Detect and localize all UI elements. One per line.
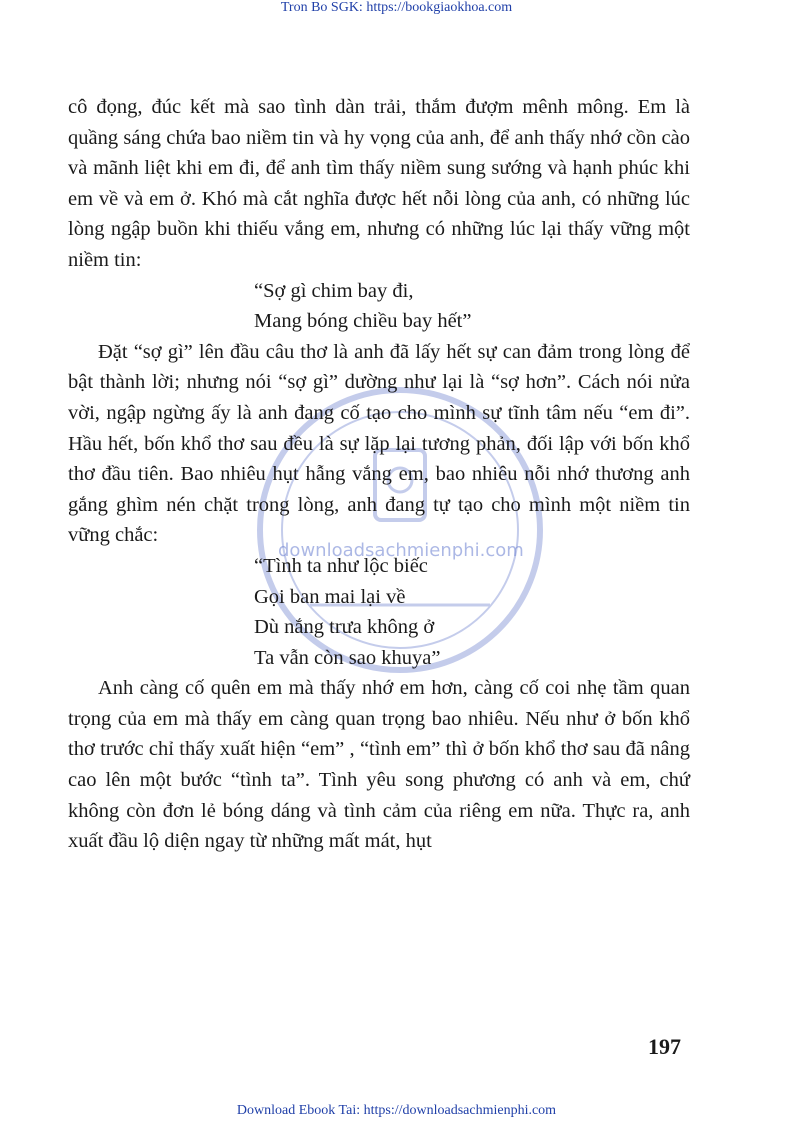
verse-line: “Tình ta như lộc biếc — [254, 554, 428, 577]
verse-block-1 — [68, 276, 690, 337]
paragraph-1: cô đọng, đúc kết mà sao tình dàn trải, thắm đượm mênh mông. Em là quầng sáng chứa bao niềm tin và hy vọng của anh, để anh thấy nhớ cồn cào và mãnh liệt khi em đi, để anh tìm thấy niềm sung sướng và hạnh phúc khi em về và em ở. Khó mà cắt nghĩa được hết nỗi lòng của anh, có những lúc lòng ngập buồn khi thiếu vắng em, nhưng có những lúc lại thấy vững một niềm tin: — [68, 96, 690, 271]
paragraph-3: Anh càng cố quên em mà thấy nhớ em hơn, càng cố coi nhẹ tầm quan trọng của em mà thấy em càng quan trọng bao nhiêu. Nếu như ở bốn khổ thơ trước chỉ thấy xuất hiện “em” , “tình em” thì ở bốn khổ thơ sau đã nâng cao lên một bước “tình ta”. Tình yêu song phương có anh và em, chứ không còn đơn lẻ bóng dáng và tình cảm của riêng em nữa. Thực ra, anh xuất đầu lộ diện ngay từ những mất mát, hụt — [68, 677, 690, 853]
verse-line: Gọi ban mai lại về — [254, 585, 406, 608]
verse-line: Dù nắng trưa không ở — [254, 616, 435, 639]
header-link[interactable]: Tron Bo SGK: https://bookgiaokhoa.com — [280, 0, 513, 15]
book-page-body — [68, 92, 690, 857]
page-number: 197 — [648, 1034, 681, 1059]
paragraph-2: Đặt “sợ gì” lên đầu câu thơ là anh đã lấy hết sự can đảm trong lòng để bật thành lời; nhưng nói “sợ gì” dường như lại là “sợ hơn”. Cách nói nửa vời, ngập ngừng ấy là anh đang cố tạo cho mình sự tĩnh tâm nếu “em đi”. Hầu hết, bốn khổ thơ sau đều là sự lặp lại tương phản, đối lập với bốn khổ thơ đầu tiên. Bao nhiêu hụt hẫng vắng em, bao nhiêu nỗi nhớ thương anh gắng ghìm nén chặt trong lòng, anh đang tự tạo cho mình một niềm tin vững chắc: — [68, 340, 690, 547]
watermark-text: downloadsachmienphi.com — [278, 540, 524, 561]
verse-line: Ta vẫn còn sao khuya” — [254, 646, 441, 669]
verse-line: Mang bóng chiều bay hết” — [254, 310, 472, 333]
verse-block-2 — [68, 551, 690, 673]
verse-line: “Sợ gì chim bay đi, — [254, 279, 414, 302]
footer-link[interactable]: Download Ebook Tai: https://downloadsachmienphi.com — [236, 1103, 557, 1118]
